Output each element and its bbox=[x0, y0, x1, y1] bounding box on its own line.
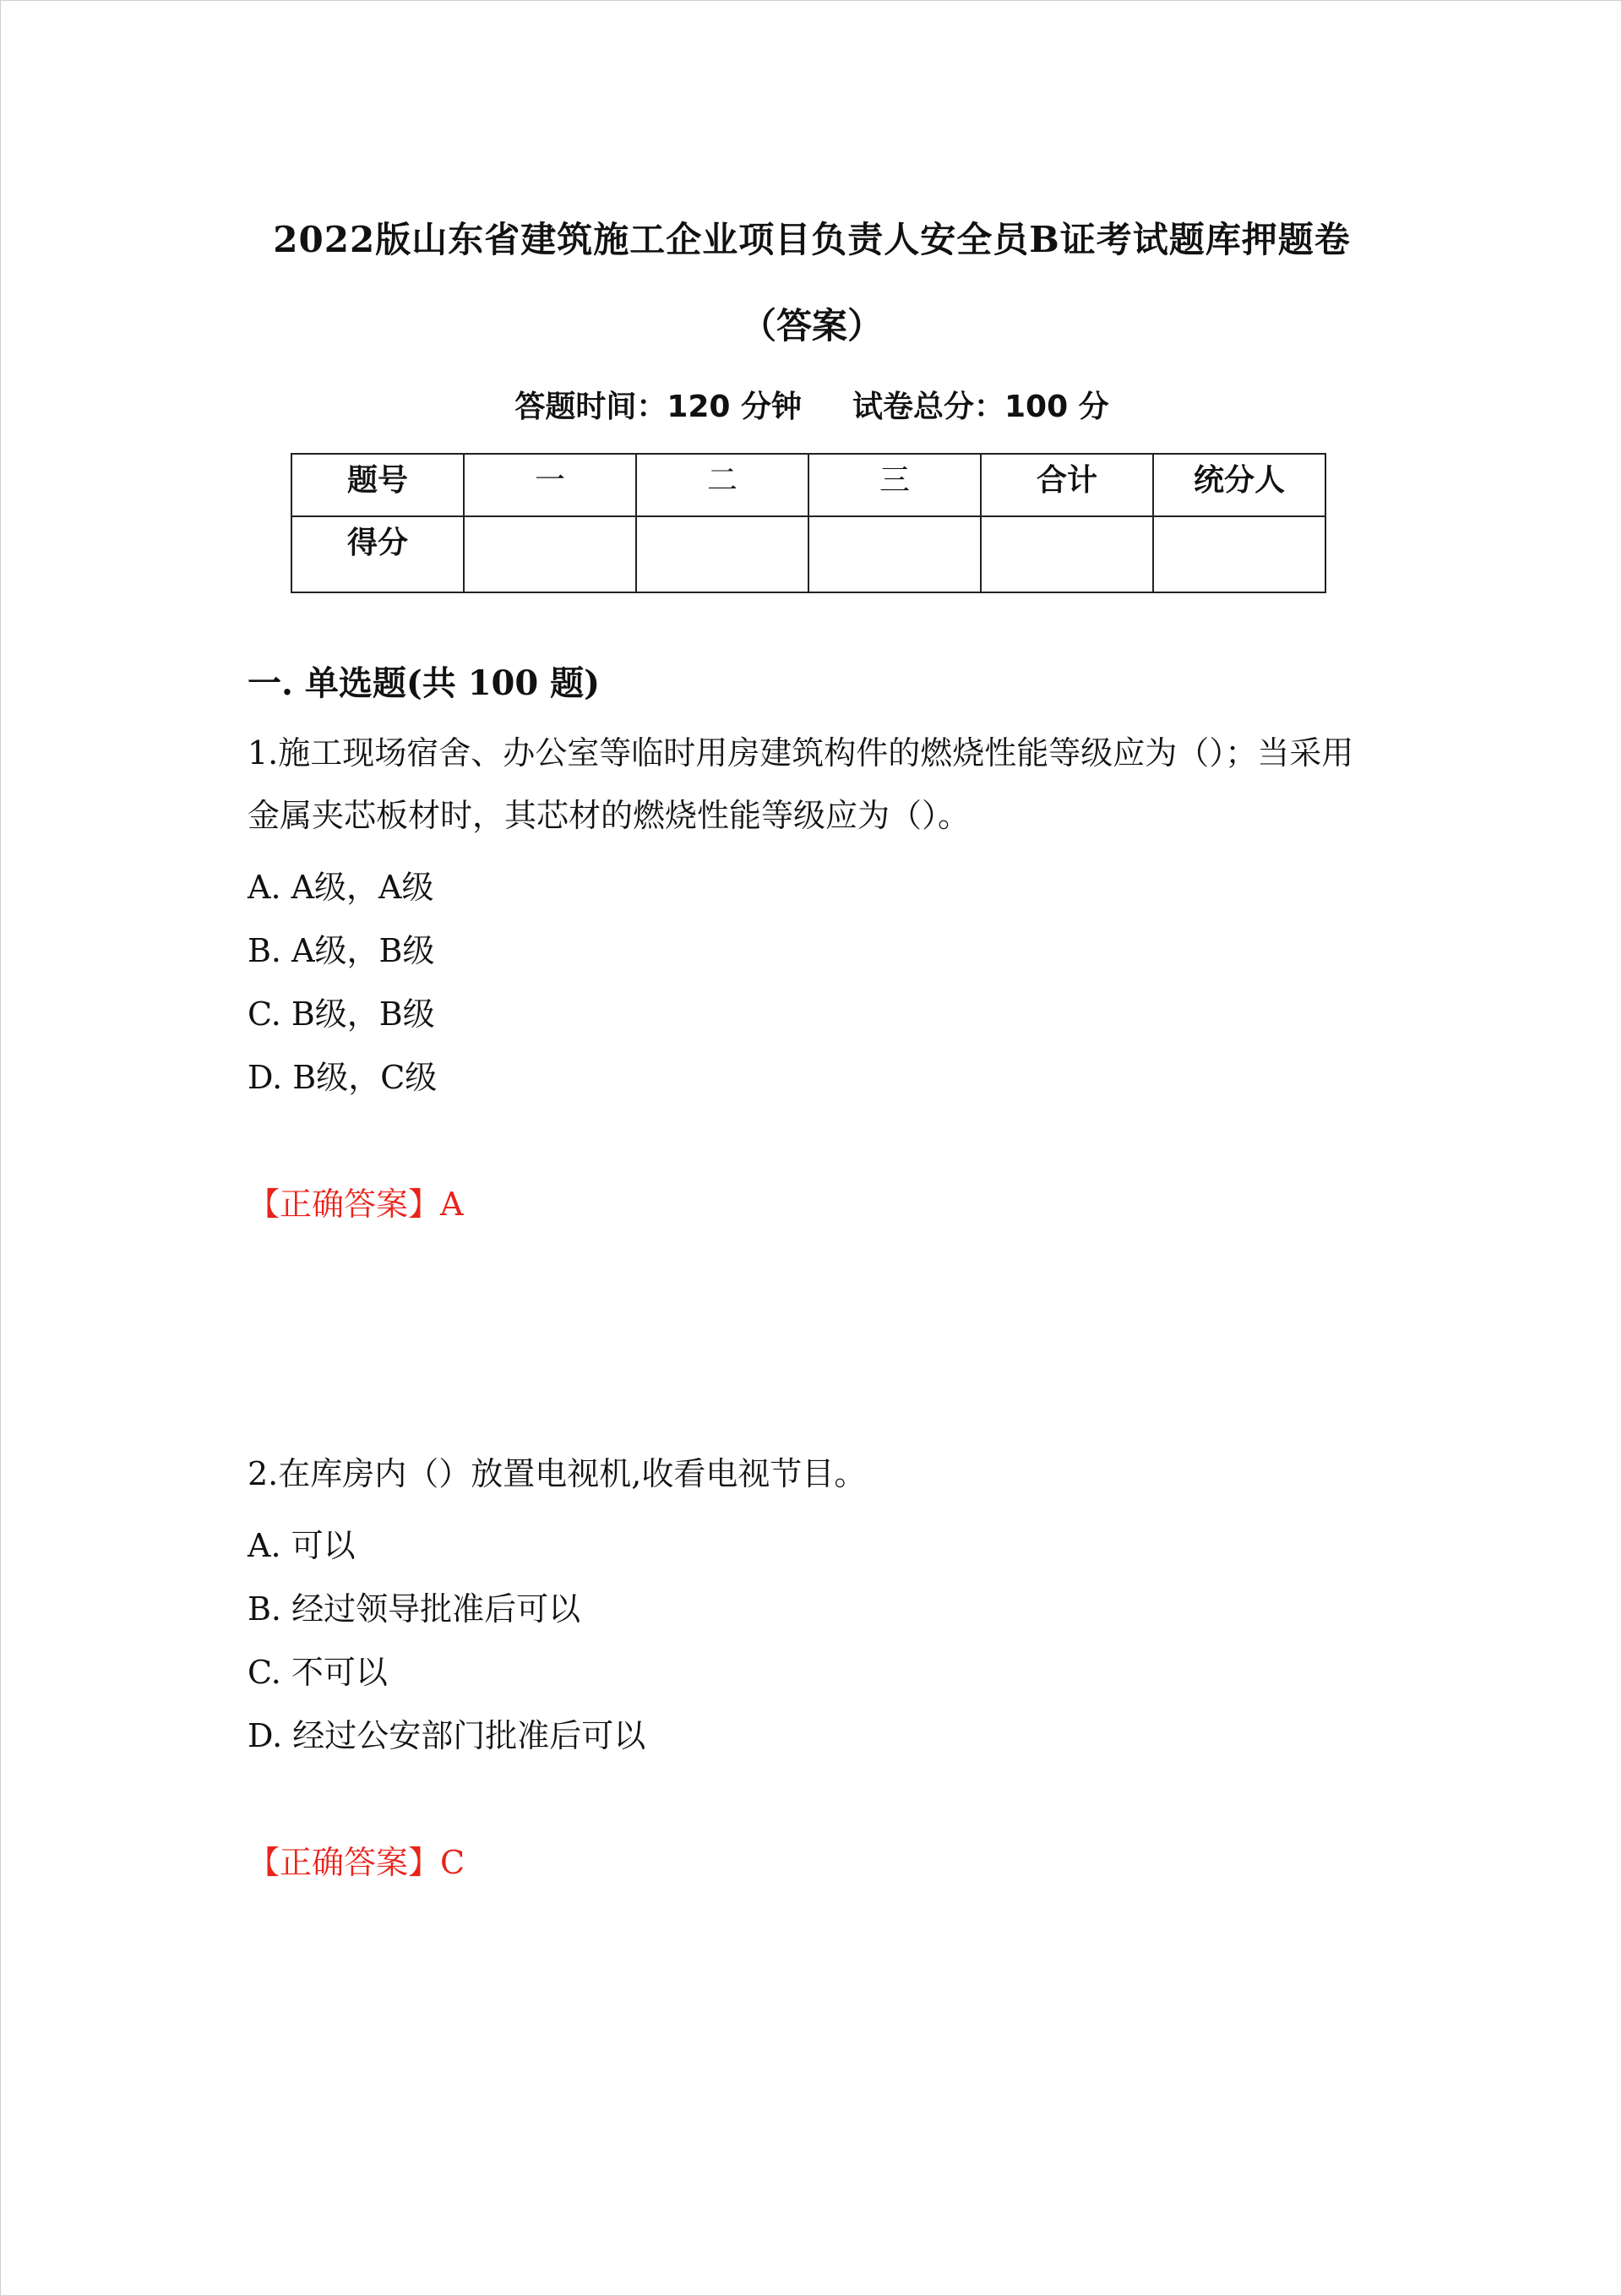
score-table-header: 题号 bbox=[291, 454, 464, 516]
correct-answer: 【正确答案】C bbox=[248, 1844, 465, 1881]
exam-total-score: 试卷总分：100 分 bbox=[852, 390, 1109, 424]
question-option: A. A级，A级 bbox=[248, 869, 434, 906]
score-row-label: 得分 bbox=[291, 516, 464, 592]
score-cell bbox=[808, 516, 981, 592]
question-option: A. 可以 bbox=[248, 1527, 356, 1564]
exam-title: 2022版山东省建筑施工企业项目负责人安全员B证考试题库押题卷 bbox=[273, 219, 1351, 260]
score-table-header-row bbox=[291, 454, 1325, 516]
question-option: D. 经过公安部门批准后可以 bbox=[248, 1717, 646, 1754]
question-option: D. B级，C级 bbox=[248, 1059, 438, 1096]
question-stem: 2.在库房内（）放置电视机,收看电视节目。 bbox=[248, 1455, 867, 1492]
exam-subtitle: （答案） bbox=[740, 305, 883, 346]
correct-answer: 【正确答案】A bbox=[248, 1186, 464, 1223]
score-table-header: 三 bbox=[808, 454, 981, 516]
exam-time: 答题时间：120 分钟 bbox=[514, 390, 802, 424]
question-option: C. 不可以 bbox=[248, 1654, 388, 1691]
question-option: C. B级，B级 bbox=[248, 995, 435, 1033]
score-table-score-row bbox=[291, 516, 1325, 592]
exam-meta bbox=[1, 383, 1622, 426]
score-cell bbox=[1153, 516, 1325, 592]
score-table bbox=[291, 453, 1326, 593]
question-option: B. A级，B级 bbox=[248, 932, 435, 969]
question-stem: 1.施工现场宿舍、办公室等临时用房建筑构件的燃烧性能等级应为（）；当采用金属夹芯板材时，其芯材的燃烧性能等级应为（）。 bbox=[248, 734, 1354, 834]
score-cell bbox=[636, 516, 808, 592]
section-title: 一. 单选题(共 100 题) bbox=[248, 663, 601, 703]
score-table-header: 一 bbox=[464, 454, 636, 516]
score-cell bbox=[464, 516, 636, 592]
score-table-header: 合计 bbox=[981, 454, 1153, 516]
question-option: B. 经过领导批准后可以 bbox=[248, 1590, 581, 1628]
score-table-header: 二 bbox=[636, 454, 808, 516]
score-table-header: 统分人 bbox=[1153, 454, 1325, 516]
score-cell bbox=[981, 516, 1153, 592]
